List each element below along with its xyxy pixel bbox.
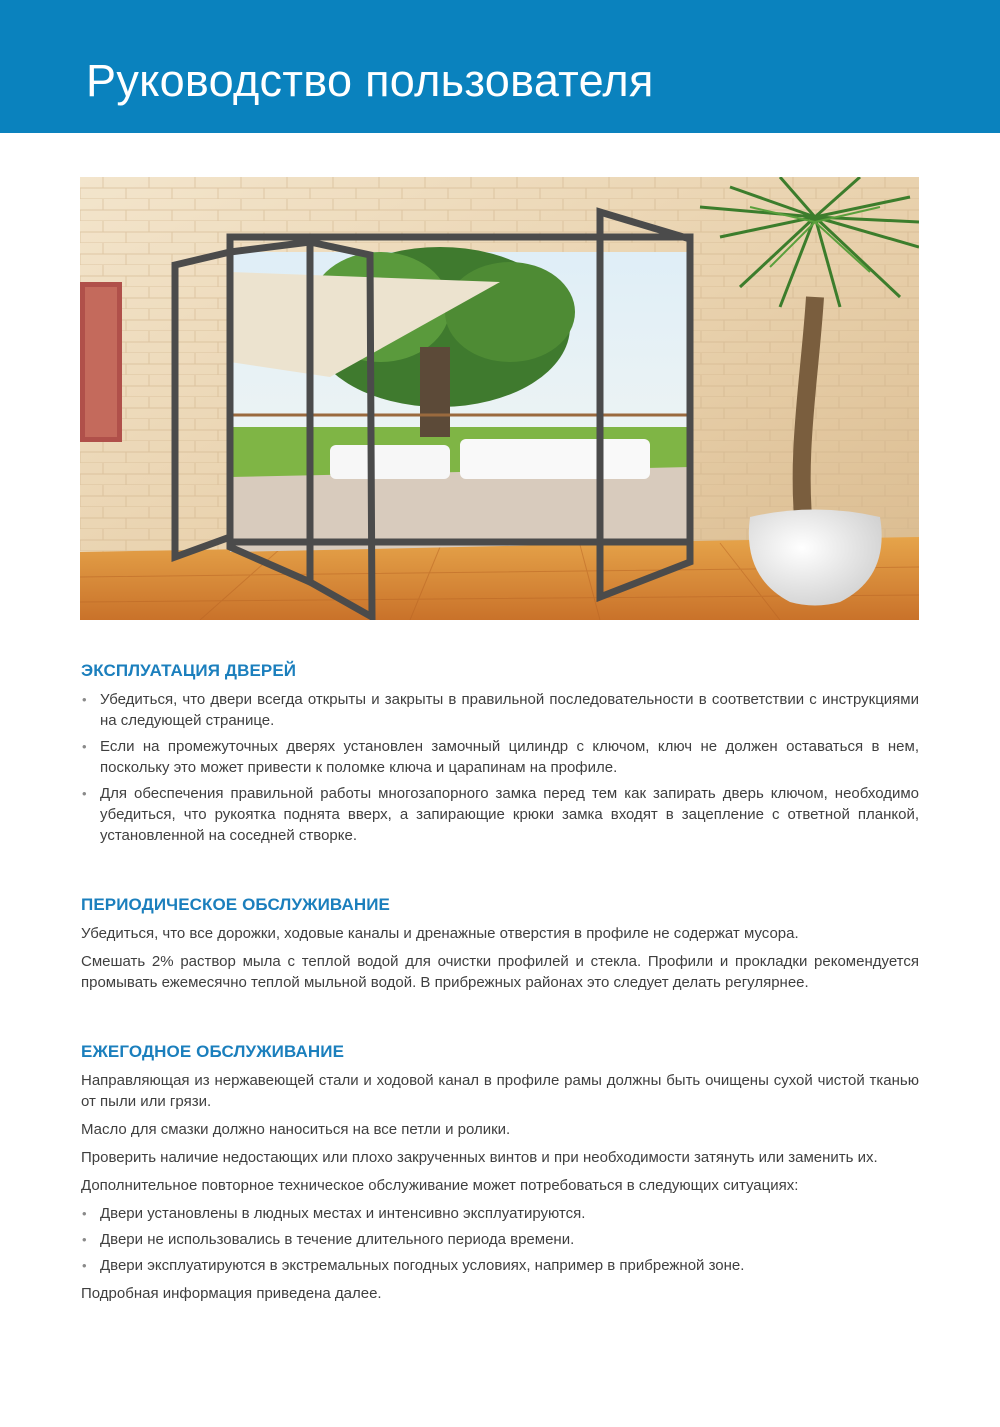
list-item-text: Для обеспечения правильной работы многозапорного замка перед тем как запирать дверь ключом, необходимо убедиться, что рукоятка поднята вверх, а запирающие крюки замка входят в зацепление с ответной планкой, установленной на соседней створке. (100, 785, 919, 844)
list-item (81, 783, 919, 846)
page-header (0, 0, 1000, 133)
bullet-icon: • (82, 692, 87, 707)
footer-note: Подробная информация приведена далее. (81, 1285, 382, 1302)
bullet-icon: • (82, 1258, 87, 1273)
section-heading: ПЕРИОДИЧЕСКОЕ ОБСЛУЖИВАНИЕ (81, 895, 390, 914)
section-annual-maintenance (81, 1041, 919, 1304)
list-item (81, 689, 919, 731)
paragraph: Дополнительное повторное техническое обслуживание может потребоваться в следующих ситуациях: (81, 1177, 799, 1194)
bullet-icon: • (82, 739, 87, 754)
page-title: Руководство пользователя (86, 55, 654, 106)
bullet-list (81, 689, 919, 846)
paragraph: Направляющая из нержавеющей стали и ходовой канал в профиле рамы должны быть очищены сухой чистой тканью от пыли или грязи. (81, 1072, 919, 1110)
list-item-text: Двери не использовались в течение длительного периода времени. (100, 1231, 575, 1248)
list-item (81, 1203, 919, 1224)
page-content (81, 660, 919, 1311)
list-item-text: Двери эксплуатируются в экстремальных погодных условиях, например в прибрежной зоне. (100, 1257, 745, 1274)
bullet-list (81, 1203, 919, 1276)
paragraph: Смешать 2% раствор мыла с теплой водой для очистки профилей и стекла. Профили и прокладки рекомендуется промывать ежемесячно теплой мыльной водой. В прибрежных районах это следует делать регулярнее. (81, 953, 919, 991)
section-door-operation (81, 660, 919, 846)
bullet-icon: • (82, 786, 87, 801)
bullet-icon: • (82, 1232, 87, 1247)
paragraph: Убедиться, что все дорожки, ходовые каналы и дренажные отверстия в профиле не содержат мусора. (81, 925, 799, 942)
paragraph: Масло для смазки должно наноситься на все петли и ролики. (81, 1121, 511, 1138)
section-heading: ЭКСПЛУАТАЦИЯ ДВЕРЕЙ (81, 661, 297, 680)
paragraph: Проверить наличие недостающих или плохо закрученных винтов и при необходимости затянуть или заменить их. (81, 1149, 878, 1166)
section-heading: ЕЖЕГОДНОЕ ОБСЛУЖИВАНИЕ (81, 1042, 345, 1061)
list-item-text: Если на промежуточных дверях установлен замочный цилиндр с ключом, ключ не должен оставаться в нем, поскольку это может привести к поломке ключа и царапинам на профиле. (100, 738, 919, 776)
hero-image (80, 177, 919, 620)
list-item (81, 1255, 919, 1276)
patio-door-illustration (80, 177, 919, 620)
list-item (81, 1229, 919, 1250)
list-item (81, 736, 919, 778)
bullet-icon: • (82, 1206, 87, 1221)
section-periodic-maintenance (81, 894, 919, 993)
list-item-text: Двери установлены в людных местах и интенсивно эксплуатируются. (100, 1205, 586, 1222)
list-item-text: Убедиться, что двери всегда открыты и закрыты в правильной последовательности в соответствии с инструкциями на следующей странице. (100, 691, 919, 729)
